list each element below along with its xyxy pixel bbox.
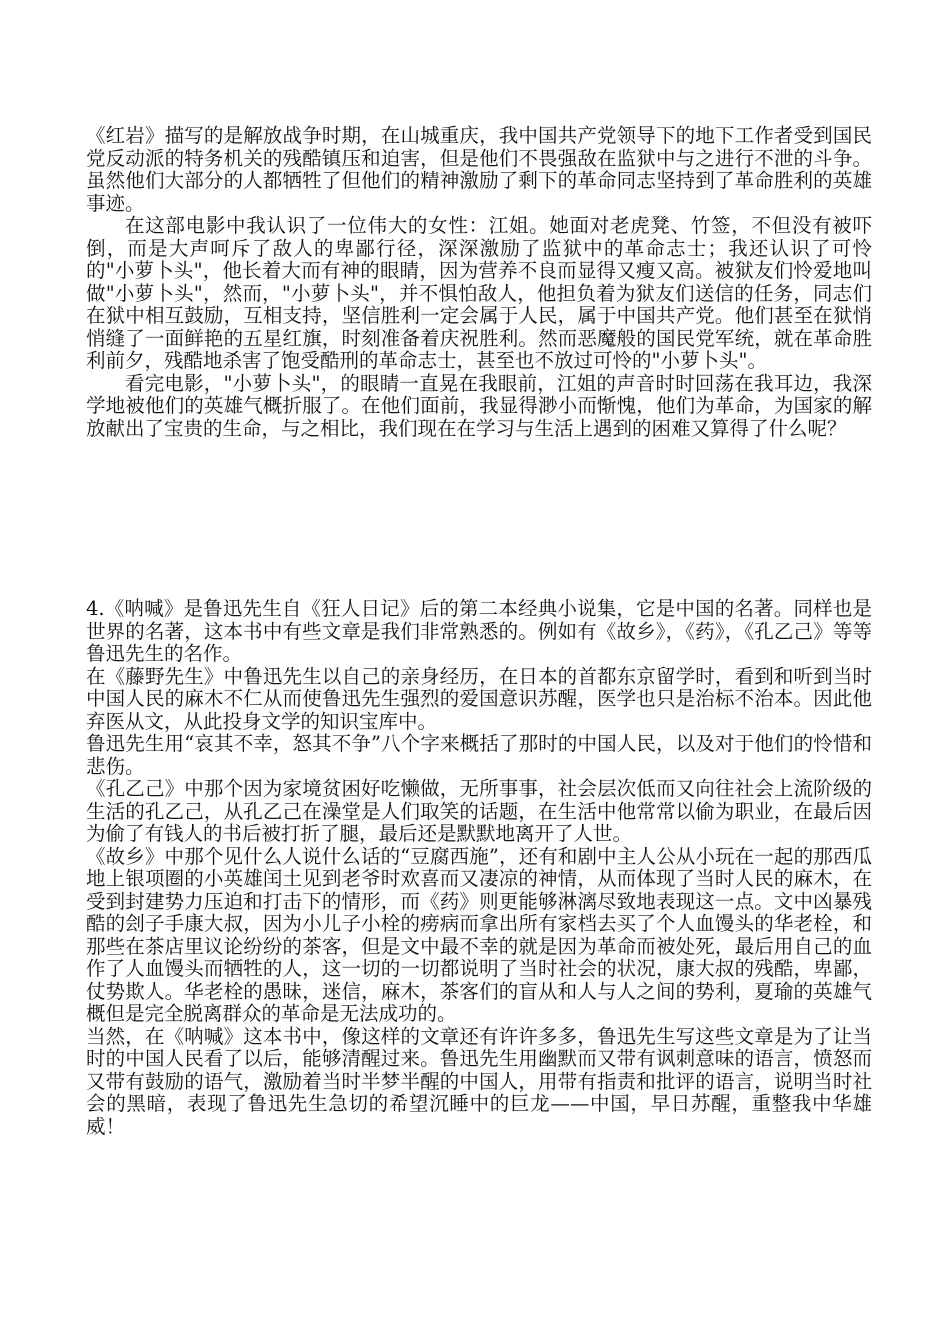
paragraph-intro: 《红岩》描写的是解放战争时期，在山城重庆，我中国共产党领导下的地下工作者受到国民党反动派的特务机关的残酷镇压和迫害，但是他们不畏强敌在监狱中与之进行不泄的斗争。虽然他们大部分的人都牺牲了但他们的精神激励了剩下的革命同志坚持到了革命胜利的英雄事迹。 xyxy=(86,124,872,215)
nahan-review-section xyxy=(86,598,872,1138)
paragraph-conclusion: 当然，在《呐喊》这本书中，像这样的文章还有许许多多，鲁迅先生写这些文章是为了让当时的中国人民看了以后，能够清醒过来。鲁迅先生用幽默而又带有讽刺意味的语言，愤怒而又带有鼓励的语气，激励着当时半梦半醒的中国人，用带有指责和批评的语言，说明当时社会的黑暗，表现了鲁迅先生急切的希望沉睡中的巨龙——中国，早日苏醒，重整我中华雄威！ xyxy=(86,1024,872,1138)
paragraph-guxiang-yao: 《故乡》中那个见什么人说什么话的“豆腐西施”，还有和剧中主人公从小玩在一起的那西瓜地上银项圈的小英雄闰土见到老爷时欢喜而又凄凉的神情，从而体现了当时人民的麻木，在受到封建势力压迫和打击下的情形，而《药》则更能够淋漓尽致地表现这一点。文中凶暴残酷的刽子手康大叔，因为小儿子小栓的痨病而拿出所有家档去买了个人血馒头的华老栓，和那些在茶店里议论纷纷的茶客，但是文中最不幸的就是因为革命而被处死，最后用自己的血作了人血馒头而牺牲的人，这一切的一切都说明了当时社会的状况，康大叔的残酷，卑鄙，仗势欺人。华老栓的愚昧，迷信，麻木，茶客们的盲从和人与人之间的势利，夏瑜的英雄气概但是完全脱离群众的革命是无法成功的。 xyxy=(86,844,872,1025)
paragraph-jiangjie: 在这部电影中我认识了一位伟大的女性：江姐。她面对老虎凳、竹签，不但没有被吓倒，而是大声呵斥了敌人的卑鄙行径，深深激励了监狱中的革命志士；我还认识了可怜的"小萝卜头"，他长着大而有神的眼睛，因为营养不良而显得又瘦又高。被狱友们怜爱地叫做"小萝卜头"，然而，"小萝卜头"，并不惧怕敌人，他担负着为狱友们送信的任务，同志们在狱中相互鼓励，互相支持，坚信胜利一定会属于人民，属于中国共产党。他们甚至在狱悄悄缝了一面鲜艳的五星红旗，时刻准备着庆祝胜利。然而恶魔般的国民党军统，就在革命胜利前夕，残酷地杀害了饱受酷刑的革命志士，甚至也不放过可怜的"小萝卜头"。 xyxy=(86,214,872,372)
paragraph-aiqi: 鲁迅先生用“哀其不幸，怒其不争”八个字来概括了那时的中国人民，以及对于他们的怜惜和悲伤。 xyxy=(86,732,872,778)
paragraph-nahan-intro: 4.《呐喊》是鲁迅先生自《狂人日记》后的第二本经典小说集，它是中国的名著。同样也是世界的名著，这本书中有些文章是我们非常熟悉的。例如有《故乡》，《药》，《孔乙己》等等鲁迅先生的名作。 xyxy=(86,597,872,665)
hongyan-review-section xyxy=(86,125,872,440)
paragraph-tengye: 在《藤野先生》中鲁迅先生以自己的亲身经历，在日本的首都东京留学时，看到和听到当时中国人民的麻木不仁从而使鲁迅先生强烈的爱国意识苏醒，医学也只是治标不治本。因此他弃医从文，从此投身文学的知识宝库中。 xyxy=(86,664,872,733)
paragraph-reflection: 看完电影，"小萝卜头"，的眼睛一直晃在我眼前，江姐的声音时时回荡在我耳边，我深学地被他们的英雄气概折服了。在他们面前，我显得渺小而惭愧，他们为革命，为国家的解放献出了宝贵的生命，与之相比，我们现在在学习与生活上遇到的困难又算得了什么呢？ xyxy=(86,371,872,440)
paragraph-kongyiji: 《孔乙己》中那个因为家境贫困好吃懒做，无所事事，社会层次低而又向往社会上流阶级的生活的孔乙己，从孔乙己在澡堂是人们取笑的话题，在生活中他常常以偷为职业，在最后因为偷了有钱人的书后被打折了腿，最后还是默默地离开了人世。 xyxy=(86,777,872,845)
